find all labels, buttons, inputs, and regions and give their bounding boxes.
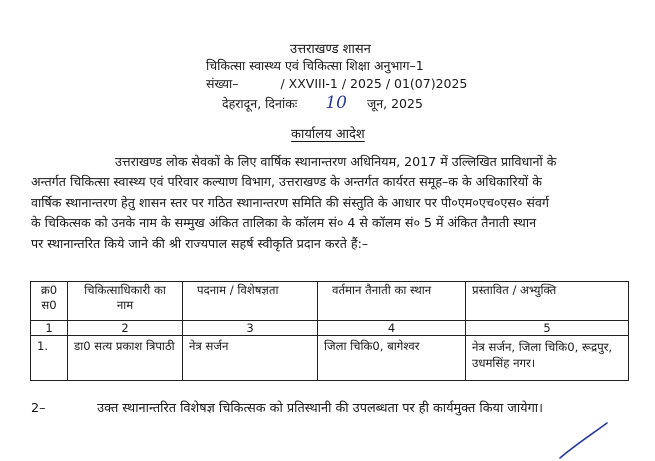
government-heading: उत्तराखण्ड शासन [290, 42, 371, 57]
cell-officer-name: डा0 सत्य प्रकाश त्रिपाठी [68, 336, 183, 381]
header-cell: चिकित्साधिकारी का नाम [68, 282, 183, 321]
order-title: कार्यालय आदेश [291, 127, 365, 142]
column-number: 2 [68, 321, 183, 336]
column-number: 5 [466, 321, 629, 336]
header-cell: वर्तमान तैनाती का स्थान [318, 282, 466, 321]
column-number: 1 [31, 321, 68, 336]
footer-clause [31, 398, 543, 416]
letter-number-row [206, 75, 467, 92]
column-number: 4 [318, 321, 466, 336]
cell-current-posting: जिला चिकि0, बागेश्वर [318, 336, 466, 381]
table-row [31, 336, 629, 381]
body-line: पर स्थानान्तरित किये जाने की श्री राज्यपाल सहर्ष स्वीकृति प्रदान करते हैं:– [31, 235, 369, 251]
body-line: वार्षिक स्थानान्तरण हेतु शासन स्तर पर गठित स्थानान्तरण समिति की संस्तुति के आधार पर पी०एम०एच०एस० संवर्ग [31, 194, 550, 210]
body-line: उत्तराखण्ड लोक सेवकों के लिए वार्षिक स्थानान्तरण अधिनियम, 2017 में उल्लिखित प्राविधानों के [115, 154, 557, 169]
date-suffix: जून, 2025 [366, 96, 423, 111]
header-cell: क्र0 स0 [31, 282, 68, 321]
column-number: 3 [183, 321, 318, 336]
cell-proposed-posting: नेत्र सर्जन, जिला चिकि0, रूद्रपुर, उधमसिंह नगर। [466, 336, 629, 381]
cell-designation: नेत्र सर्जन [183, 336, 318, 381]
place-date-row [222, 93, 423, 113]
clause-text: उक्त स्थानान्तरित विशेषज्ञ चिकित्सक को प्रतिस्थानी की उपलब्धता पर ही कार्यमुक्त किया जायेगा। [97, 401, 543, 416]
header-cell: प्रस्तावित / अभ्युक्ति [466, 282, 629, 321]
number-label: संख्या– [206, 76, 239, 91]
handwritten-date: 10 [325, 93, 347, 113]
transfer-table [30, 281, 629, 381]
signature-line [560, 423, 607, 458]
body-line: के चिकित्सक को उनके नाम के सम्मुख अंकित तालिका के कॉलम सं० 4 से कॉलम सं० 5 में अंकित तैनाती स्थान [31, 215, 537, 231]
place-date-prefix: देहरादून, दिनांकः [222, 96, 298, 111]
header-cell: पदनाम / विशेषज्ञता [183, 282, 318, 321]
order-body [31, 152, 631, 254]
department-heading: चिकित्सा स्वास्थ्य एवं चिकित्सा शिक्षा अनुभाग–1 [206, 58, 424, 73]
clause-number: 2– [31, 401, 46, 416]
column-number-row [31, 321, 629, 336]
table-header-row [31, 282, 629, 321]
body-line: अन्तर्गत चिकित्सा स्वास्थ्य एवं परिवार कल्याण विभाग, उत्तराखण्ड के अन्तर्गत कार्यरत समूह–क के अधिकारियों के [31, 174, 542, 190]
cell-serial: 1. [31, 336, 68, 381]
number-value: / XXVIII-1 / 2025 / 01(07)2025 [280, 76, 468, 91]
